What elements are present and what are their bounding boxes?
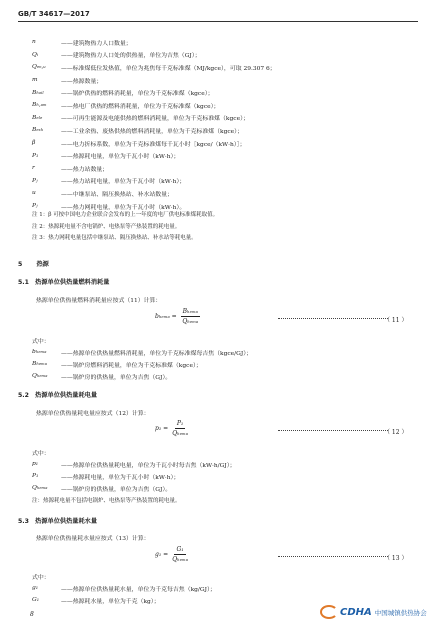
definition-row [32,61,418,74]
section-number: 5 [18,261,23,268]
equation-12 [155,420,188,437]
equation-11 [155,308,200,325]
where-block [32,446,236,506]
page-number: 8 [30,611,34,618]
definition-text: ——热力站数量； [61,166,109,173]
equation-number: （ 11 ） [384,317,408,324]
definition-text: ——锅炉房的供热量，单位为吉焦（GJ）。 [61,486,172,493]
note: 注 2：热源耗电量不含电锅炉、电热泵等产热装置的耗电量。 [32,223,181,230]
note: 注 1：β 可按中国电力企业联合会发布的上一年度的电厂供电标准煤耗取值。 [32,212,219,218]
where-label: 式中： [32,450,50,457]
document-header-code: GB/T 34617—2017 [18,10,90,18]
definition-row [32,458,236,470]
symbol: Pⱼ [32,177,38,184]
denominator: Qₕₑₘₐ [182,318,199,325]
where-block [32,334,252,382]
definition-text: ——热源数量； [61,78,103,85]
logo-mark: CDHA [340,606,372,618]
symbol: Bₕₑₘₐ [32,361,47,367]
logo-swoosh-icon [320,605,338,619]
symbol: n [32,39,36,46]
definition-text: ——锅炉房燃料消耗量，单位为千克标准煤（kgce）； [61,362,202,369]
equation-fraction [172,546,188,563]
definition-row [32,99,418,112]
definition-text: ——热源耗电量，单位为千瓦小时（kW·h）； [61,474,180,481]
symbol: Qᵢ [32,51,39,58]
definition-text: ——建筑物热力人口数量； [61,40,132,47]
definition-text: ——电力折标系数，单位为千克标准煤每千瓦小时［kgce/（kW·h）］； [61,141,246,148]
symbol: m [32,77,38,84]
note: 注：热源耗电量不包括电锅炉、电热泵等产热装置的耗电量。 [32,498,181,504]
symbol: u [32,190,36,197]
symbol: g₁ [32,585,39,591]
symbol: Qₕₑₘₐ [32,373,48,379]
section-title: 热源 [36,261,49,268]
definition-row [32,162,418,175]
definition-row [32,358,252,370]
symbol: Qₑₙ,ᵤ [32,64,46,71]
symbol: P₁ [32,473,39,479]
definition-text: ——热源单位供热量耗水量，单位为千克每吉焦（kg/GJ）； [61,586,216,593]
definition-text: ——锅炉房的供热量，单位为吉焦（GJ）。 [61,374,172,381]
equation-dot-leader [278,426,388,431]
equation-number: （ 12 ） [384,429,408,436]
definition-row [32,74,418,87]
equation-dot-leader [278,552,388,557]
symbol: Qₕₑₘₐ [32,485,48,491]
symbol: r [32,165,35,172]
symbol: P₁ [32,152,39,159]
definition-row [32,346,252,358]
definition-row [32,187,418,200]
symbol: Bₑₗₑ [32,114,43,121]
symbol: Bₑₓₕ [32,127,44,134]
section-5-1-heading: 5.1 热源单位供热量燃料消耗量 [18,279,110,286]
definition-row [32,370,252,382]
symbol: Pⱼ [32,203,38,210]
definition-row [32,49,418,62]
definition-row [32,86,418,99]
association-logo [320,605,427,619]
symbol: G₁ [32,597,40,603]
definition-row [32,137,418,150]
definition-row [32,175,418,188]
symbol: p₁ [32,461,39,467]
definition-row [32,149,418,162]
equation-lhs: g₁ = [155,551,169,558]
numerator: Bₕₑₘₐ [182,308,198,315]
symbol: Bₕₒᵢₗ [32,89,44,96]
definition-row [32,582,216,594]
equation-lhs: bₕₑₘₐ = [155,313,177,320]
denominator: Qₕₑₘₐ [172,430,188,437]
denominator: Qₕₑₘₐ [172,556,188,563]
numerator: P₁ [176,420,184,427]
definition-row [32,112,418,125]
symbol: bₕₑₘₐ [32,349,47,355]
equation-lhs: p₁ = [155,425,169,432]
definition-text: ——工业余热、废热供热的燃料消耗量，单位为千克标准煤（kgce）； [61,128,244,135]
section-5-2-heading: 5.2 热源单位供热量耗电量 [18,392,98,399]
logo-org-name: 中国城镇供热协会 [374,608,427,617]
equation-number: （ 13 ） [384,555,408,562]
note: 注 3：热力网耗电量包括中继泵站、隔压换热站、补水站等耗电量。 [32,235,197,241]
definition-text: ——热源耗水量，单位为千克（kg）； [61,598,160,605]
where-block [32,570,216,606]
definition-text: ——可再生能源及电能供热的燃料消耗量，单位为千克标准煤（kgce）； [61,116,249,123]
symbol-definitions [32,36,418,212]
definition-text: ——热力站耗电量，单位为千瓦小时（kW·h）； [61,179,186,186]
symbol: β [32,140,36,147]
definition-row [32,124,418,137]
definition-row [32,470,236,482]
section-5-3-heading: 5.3 热源单位供热量耗水量 [18,518,98,525]
definition-text: ——热源单位供热量耗电量，单位为千瓦小时每吉焦（kW·h/GJ）； [61,462,236,469]
numerator: G₁ [176,546,184,553]
equation-fraction [181,308,200,325]
definition-text: ——锅炉供热的燃料消耗量，单位为千克标准煤（kgce）； [61,91,214,98]
notes-block [32,210,218,245]
section-5-heading [18,259,49,268]
section-5-3-intro: 热源单位供热量耗水量应按式（13）计算： [36,536,150,542]
definition-row [32,594,216,606]
definition-text: ——中继泵站、隔压换热站、补水站数量； [61,191,173,198]
definition-text: ——热电厂供热的燃料消耗量，单位为千克标准煤（kgce）； [61,103,220,110]
definition-text: ——标准煤低位发热值，单位为兆焦每千克标准煤（MJ/kgce），可取 29.307 6； [61,65,276,72]
definition-text: ——热源单位供热量燃料消耗量，单位为千克标准煤每吉焦（kgce/GJ）； [61,350,253,357]
section-5-1-intro: 热源单位供热量燃料消耗量应按式（11）计算： [36,298,162,304]
definition-text: ——热源耗电量，单位为千瓦小时（kW·h）； [61,154,180,161]
definition-row [32,482,236,494]
definition-row [32,36,418,49]
where-label: 式中： [32,574,50,581]
definition-text: ——热力网耗电量，单位为千瓦小时（kW·h）。 [61,204,186,211]
header-rule [18,21,418,22]
equation-13 [155,546,188,563]
equation-fraction [172,420,188,437]
section-5-2-intro: 热源单位供热量耗电量应按式（12）计算： [36,411,150,417]
definition-text: ——建筑物热力人口处的供热量，单位为吉焦（GJ）； [61,53,201,60]
symbol: Bₕ,ₐₘ [32,102,47,109]
where-label: 式中： [32,338,50,345]
equation-dot-leader [278,314,388,319]
